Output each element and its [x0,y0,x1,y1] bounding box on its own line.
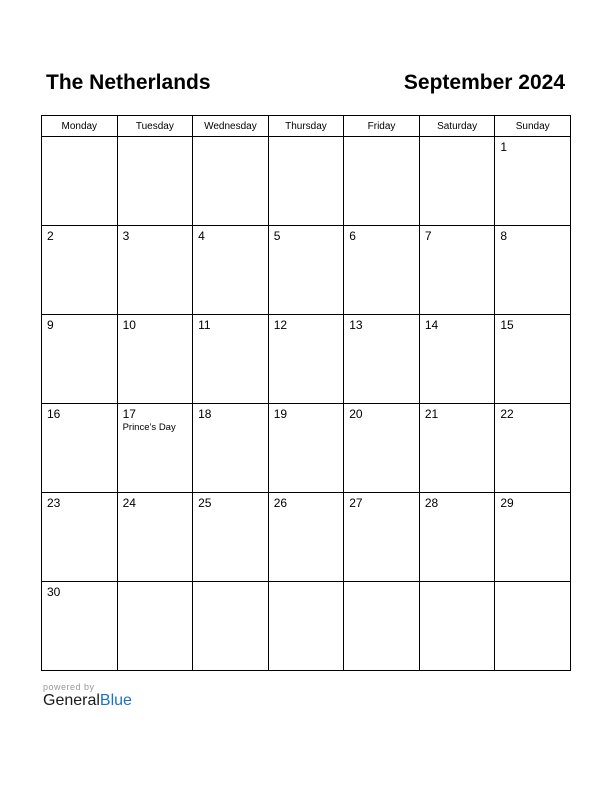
footer [43,682,132,710]
weekday-header: Saturday [419,116,495,137]
day-cell [117,137,193,226]
day-cell [495,493,571,582]
day-number: 2 [47,229,54,243]
day-cell [193,493,269,582]
day-cell [344,404,420,493]
holiday-label: Prince’s Day [122,422,176,433]
month-title: September 2024 [403,71,565,94]
day-number: 23 [47,496,61,510]
day-number: 3 [122,229,130,243]
day-number: 27 [349,496,363,510]
day-number: 6 [349,229,356,243]
day-cell [495,404,571,493]
day-cell [344,226,420,315]
week-row [42,137,571,226]
week-row [42,315,571,404]
day-number: 8 [500,229,508,243]
weekday-header: Tuesday [117,116,193,137]
country-title: The Netherlands [46,71,211,94]
day-cell [268,137,344,226]
day-number: 18 [198,407,212,421]
week-row [42,582,571,671]
day-cell [193,137,269,226]
day-cell [117,315,193,404]
calendar-grid [41,115,571,671]
day-cell [419,404,495,493]
day-number: 20 [349,407,363,421]
day-number: 14 [424,318,439,332]
day-number: 12 [273,318,288,332]
day-number: 28 [424,496,439,510]
day-cell [344,582,420,671]
day-number: 5 [273,229,281,243]
day-cell [42,582,118,671]
day-cell [117,582,193,671]
day-number: 24 [122,496,136,510]
day-cell [117,493,193,582]
day-cell [42,315,118,404]
day-number: 9 [47,318,54,332]
day-cell [117,226,193,315]
day-cell [193,315,269,404]
day-cell [193,226,269,315]
day-number: 21 [424,407,439,421]
weekday-header: Monday [42,116,118,137]
brand-general: General [43,692,100,709]
day-number: 11 [198,318,211,332]
day-number: 19 [273,407,288,421]
day-cell [495,137,571,226]
day-number: 16 [47,407,61,421]
day-cell [42,137,118,226]
day-number: 10 [122,318,136,332]
day-cell [344,137,420,226]
brand-blue: Blue [99,692,132,709]
day-number: 13 [349,318,363,332]
day-cell [344,315,420,404]
week-row [42,404,571,493]
day-number: 17 [122,407,136,421]
day-cell [268,582,344,671]
day-cell [495,226,571,315]
day-number: 29 [500,496,514,510]
day-cell [419,493,495,582]
day-number: 30 [47,585,61,599]
day-cell [42,404,118,493]
day-cell [344,493,420,582]
weekday-header: Wednesday [193,116,269,137]
weekday-header: Sunday [495,116,571,137]
day-number: 26 [273,496,288,510]
day-cell [268,493,344,582]
day-number: 25 [198,496,212,510]
day-number: 22 [500,407,514,421]
weekday-header: Thursday [268,116,344,137]
day-cell [117,404,193,493]
day-cell [495,582,571,671]
day-cell [193,404,269,493]
weekday-header: Friday [344,116,420,137]
weekday-header-row [42,116,571,137]
week-row [42,226,571,315]
day-cell [419,582,495,671]
day-number: 1 [500,140,508,154]
powered-by-label: powered by [43,682,95,692]
day-cell [193,582,269,671]
day-cell [268,404,344,493]
brand-logo [43,692,132,710]
day-cell [268,226,344,315]
day-cell [419,315,495,404]
day-cell [419,137,495,226]
day-cell [495,315,571,404]
day-number: 15 [500,318,514,332]
week-row [42,493,571,582]
day-cell [42,226,118,315]
day-cell [268,315,344,404]
day-cell [42,493,118,582]
day-number: 7 [424,229,432,243]
day-number: 4 [198,229,205,243]
day-cell [419,226,495,315]
